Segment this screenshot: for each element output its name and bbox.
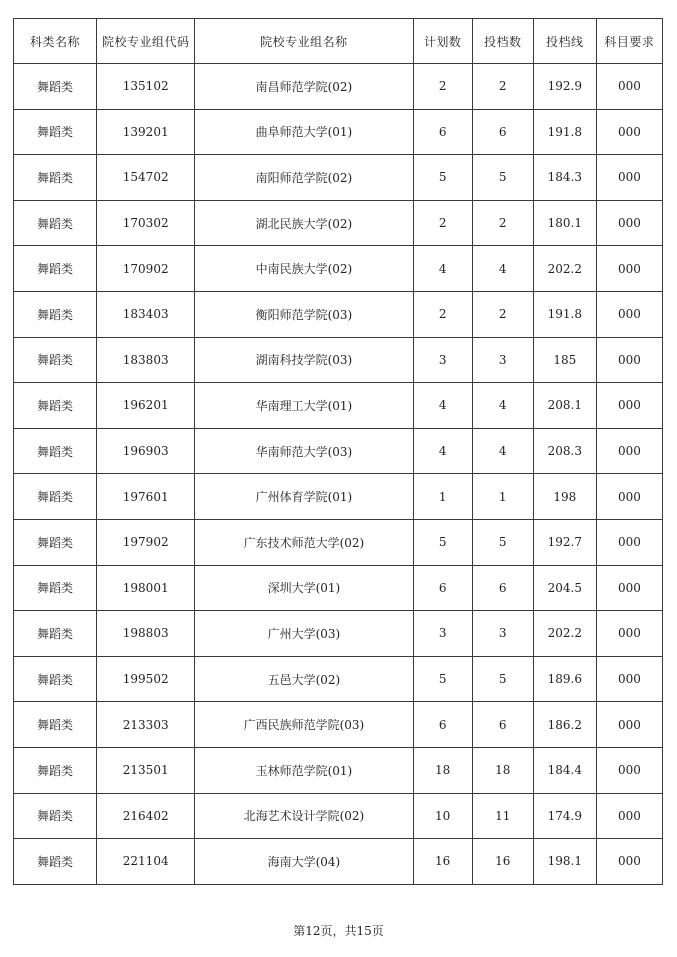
cell-category: 舞蹈类: [14, 474, 97, 520]
cell-plan-count: 6: [413, 109, 472, 155]
cell-group-name: 湖北民族大学(02): [195, 200, 413, 246]
cell-subject-requirement: 000: [596, 793, 662, 839]
cell-plan-count: 1: [413, 474, 472, 520]
cell-filed-count: 2: [472, 64, 533, 110]
header-group-code: 院校专业组代码: [97, 19, 195, 64]
table-row: [14, 839, 663, 885]
cell-cutoff-score: 192.9: [533, 64, 596, 110]
cell-plan-count: 2: [413, 64, 472, 110]
cell-group-code: 135102: [97, 64, 195, 110]
cell-group-name: 北海艺术设计学院(02): [195, 793, 413, 839]
cell-category: 舞蹈类: [14, 383, 97, 429]
admission-score-table: [13, 18, 663, 885]
header-plan-count: 计划数: [413, 19, 472, 64]
cell-group-name: 广州体育学院(01): [195, 474, 413, 520]
cell-plan-count: 5: [413, 656, 472, 702]
cell-cutoff-score: 180.1: [533, 200, 596, 246]
cell-plan-count: 6: [413, 702, 472, 748]
cell-cutoff-score: 198: [533, 474, 596, 520]
cell-subject-requirement: 000: [596, 747, 662, 793]
cell-cutoff-score: 192.7: [533, 519, 596, 565]
cell-group-name: 玉林师范学院(01): [195, 747, 413, 793]
cell-plan-count: 18: [413, 747, 472, 793]
cell-cutoff-score: 191.8: [533, 291, 596, 337]
cell-cutoff-score: 202.2: [533, 611, 596, 657]
cell-plan-count: 10: [413, 793, 472, 839]
cell-category: 舞蹈类: [14, 246, 97, 292]
cell-group-name: 广东技术师范大学(02): [195, 519, 413, 565]
cell-group-code: 216402: [97, 793, 195, 839]
cell-cutoff-score: 189.6: [533, 656, 596, 702]
cell-category: 舞蹈类: [14, 793, 97, 839]
table-row: [14, 155, 663, 201]
cell-cutoff-score: 198.1: [533, 839, 596, 885]
cell-group-code: 197902: [97, 519, 195, 565]
cell-subject-requirement: 000: [596, 565, 662, 611]
cell-group-name: 湖南科技学院(03): [195, 337, 413, 383]
cell-group-name: 深圳大学(01): [195, 565, 413, 611]
table-row: [14, 565, 663, 611]
cell-subject-requirement: 000: [596, 291, 662, 337]
cell-plan-count: 4: [413, 246, 472, 292]
cell-group-code: 213303: [97, 702, 195, 748]
cell-cutoff-score: 191.8: [533, 109, 596, 155]
table-row: [14, 291, 663, 337]
cell-category: 舞蹈类: [14, 702, 97, 748]
cell-group-name: 衡阳师范学院(03): [195, 291, 413, 337]
cell-filed-count: 11: [472, 793, 533, 839]
cell-group-code: 198803: [97, 611, 195, 657]
header-cutoff-score: 投档线: [533, 19, 596, 64]
cell-subject-requirement: 000: [596, 337, 662, 383]
cell-group-code: 213501: [97, 747, 195, 793]
cell-filed-count: 3: [472, 611, 533, 657]
cell-group-name: 广州大学(03): [195, 611, 413, 657]
table-row: [14, 337, 663, 383]
cell-filed-count: 2: [472, 291, 533, 337]
cell-group-code: 139201: [97, 109, 195, 155]
cell-plan-count: 4: [413, 428, 472, 474]
cell-category: 舞蹈类: [14, 109, 97, 155]
cell-category: 舞蹈类: [14, 565, 97, 611]
cell-cutoff-score: 184.3: [533, 155, 596, 201]
page-number: 第12页，共15页: [293, 924, 384, 938]
cell-subject-requirement: 000: [596, 246, 662, 292]
cell-plan-count: 3: [413, 337, 472, 383]
cell-filed-count: 6: [472, 109, 533, 155]
table-row: [14, 747, 663, 793]
cell-filed-count: 18: [472, 747, 533, 793]
cell-subject-requirement: 000: [596, 702, 662, 748]
header-filed-count: 投档数: [472, 19, 533, 64]
cell-subject-requirement: 000: [596, 200, 662, 246]
cell-group-name: 南昌师范学院(02): [195, 64, 413, 110]
cell-subject-requirement: 000: [596, 611, 662, 657]
cell-plan-count: 5: [413, 155, 472, 201]
cell-group-name: 海南大学(04): [195, 839, 413, 885]
cell-plan-count: 3: [413, 611, 472, 657]
table-row: [14, 474, 663, 520]
cell-subject-requirement: 000: [596, 383, 662, 429]
cell-filed-count: 16: [472, 839, 533, 885]
cell-group-code: 183403: [97, 291, 195, 337]
cell-category: 舞蹈类: [14, 656, 97, 702]
cell-group-name: 五邑大学(02): [195, 656, 413, 702]
cell-category: 舞蹈类: [14, 747, 97, 793]
cell-subject-requirement: 000: [596, 474, 662, 520]
cell-category: 舞蹈类: [14, 839, 97, 885]
cell-plan-count: 16: [413, 839, 472, 885]
cell-filed-count: 4: [472, 246, 533, 292]
cell-cutoff-score: 186.2: [533, 702, 596, 748]
cell-subject-requirement: 000: [596, 839, 662, 885]
cell-group-code: 196903: [97, 428, 195, 474]
cell-cutoff-score: 174.9: [533, 793, 596, 839]
table-body: [14, 64, 663, 885]
table-row: [14, 64, 663, 110]
cell-filed-count: 1: [472, 474, 533, 520]
cell-group-code: 198001: [97, 565, 195, 611]
cell-filed-count: 5: [472, 656, 533, 702]
cell-cutoff-score: 202.2: [533, 246, 596, 292]
cell-filed-count: 6: [472, 565, 533, 611]
cell-group-code: 170902: [97, 246, 195, 292]
cell-category: 舞蹈类: [14, 291, 97, 337]
cell-category: 舞蹈类: [14, 519, 97, 565]
cell-group-name: 华南师范大学(03): [195, 428, 413, 474]
header-group-name: 院校专业组名称: [195, 19, 413, 64]
cell-category: 舞蹈类: [14, 428, 97, 474]
cell-cutoff-score: 204.5: [533, 565, 596, 611]
cell-filed-count: 3: [472, 337, 533, 383]
cell-group-code: 196201: [97, 383, 195, 429]
cell-subject-requirement: 000: [596, 656, 662, 702]
cell-filed-count: 4: [472, 383, 533, 429]
cell-category: 舞蹈类: [14, 337, 97, 383]
cell-filed-count: 4: [472, 428, 533, 474]
cell-subject-requirement: 000: [596, 428, 662, 474]
cell-category: 舞蹈类: [14, 200, 97, 246]
cell-filed-count: 6: [472, 702, 533, 748]
cell-plan-count: 5: [413, 519, 472, 565]
cell-subject-requirement: 000: [596, 109, 662, 155]
table-row: [14, 200, 663, 246]
cell-plan-count: 2: [413, 200, 472, 246]
cell-group-code: 154702: [97, 155, 195, 201]
cell-group-name: 曲阜师范大学(01): [195, 109, 413, 155]
table-row: [14, 246, 663, 292]
cell-category: 舞蹈类: [14, 64, 97, 110]
cell-group-code: 170302: [97, 200, 195, 246]
table-row: [14, 519, 663, 565]
table-row: [14, 109, 663, 155]
cell-plan-count: 4: [413, 383, 472, 429]
cell-subject-requirement: 000: [596, 519, 662, 565]
cell-cutoff-score: 185: [533, 337, 596, 383]
cell-plan-count: 2: [413, 291, 472, 337]
table-row: [14, 793, 663, 839]
cell-group-code: 221104: [97, 839, 195, 885]
cell-filed-count: 5: [472, 155, 533, 201]
cell-subject-requirement: 000: [596, 64, 662, 110]
cell-filed-count: 2: [472, 200, 533, 246]
cell-cutoff-score: 208.3: [533, 428, 596, 474]
cell-cutoff-score: 184.4: [533, 747, 596, 793]
table-row: [14, 702, 663, 748]
cell-group-code: 197601: [97, 474, 195, 520]
cell-group-name: 中南民族大学(02): [195, 246, 413, 292]
cell-filed-count: 5: [472, 519, 533, 565]
cell-group-code: 199502: [97, 656, 195, 702]
cell-group-name: 南阳师范学院(02): [195, 155, 413, 201]
header-subject-requirement: 科目要求: [596, 19, 662, 64]
table-row: [14, 428, 663, 474]
cell-group-code: 183803: [97, 337, 195, 383]
cell-category: 舞蹈类: [14, 155, 97, 201]
cell-plan-count: 6: [413, 565, 472, 611]
table-row: [14, 383, 663, 429]
cell-cutoff-score: 208.1: [533, 383, 596, 429]
table-row: [14, 611, 663, 657]
table-row: [14, 656, 663, 702]
cell-group-name: 华南理工大学(01): [195, 383, 413, 429]
cell-subject-requirement: 000: [596, 155, 662, 201]
cell-group-name: 广西民族师范学院(03): [195, 702, 413, 748]
cell-category: 舞蹈类: [14, 611, 97, 657]
table-header-row: [14, 19, 663, 64]
header-category: 科类名称: [14, 19, 97, 64]
